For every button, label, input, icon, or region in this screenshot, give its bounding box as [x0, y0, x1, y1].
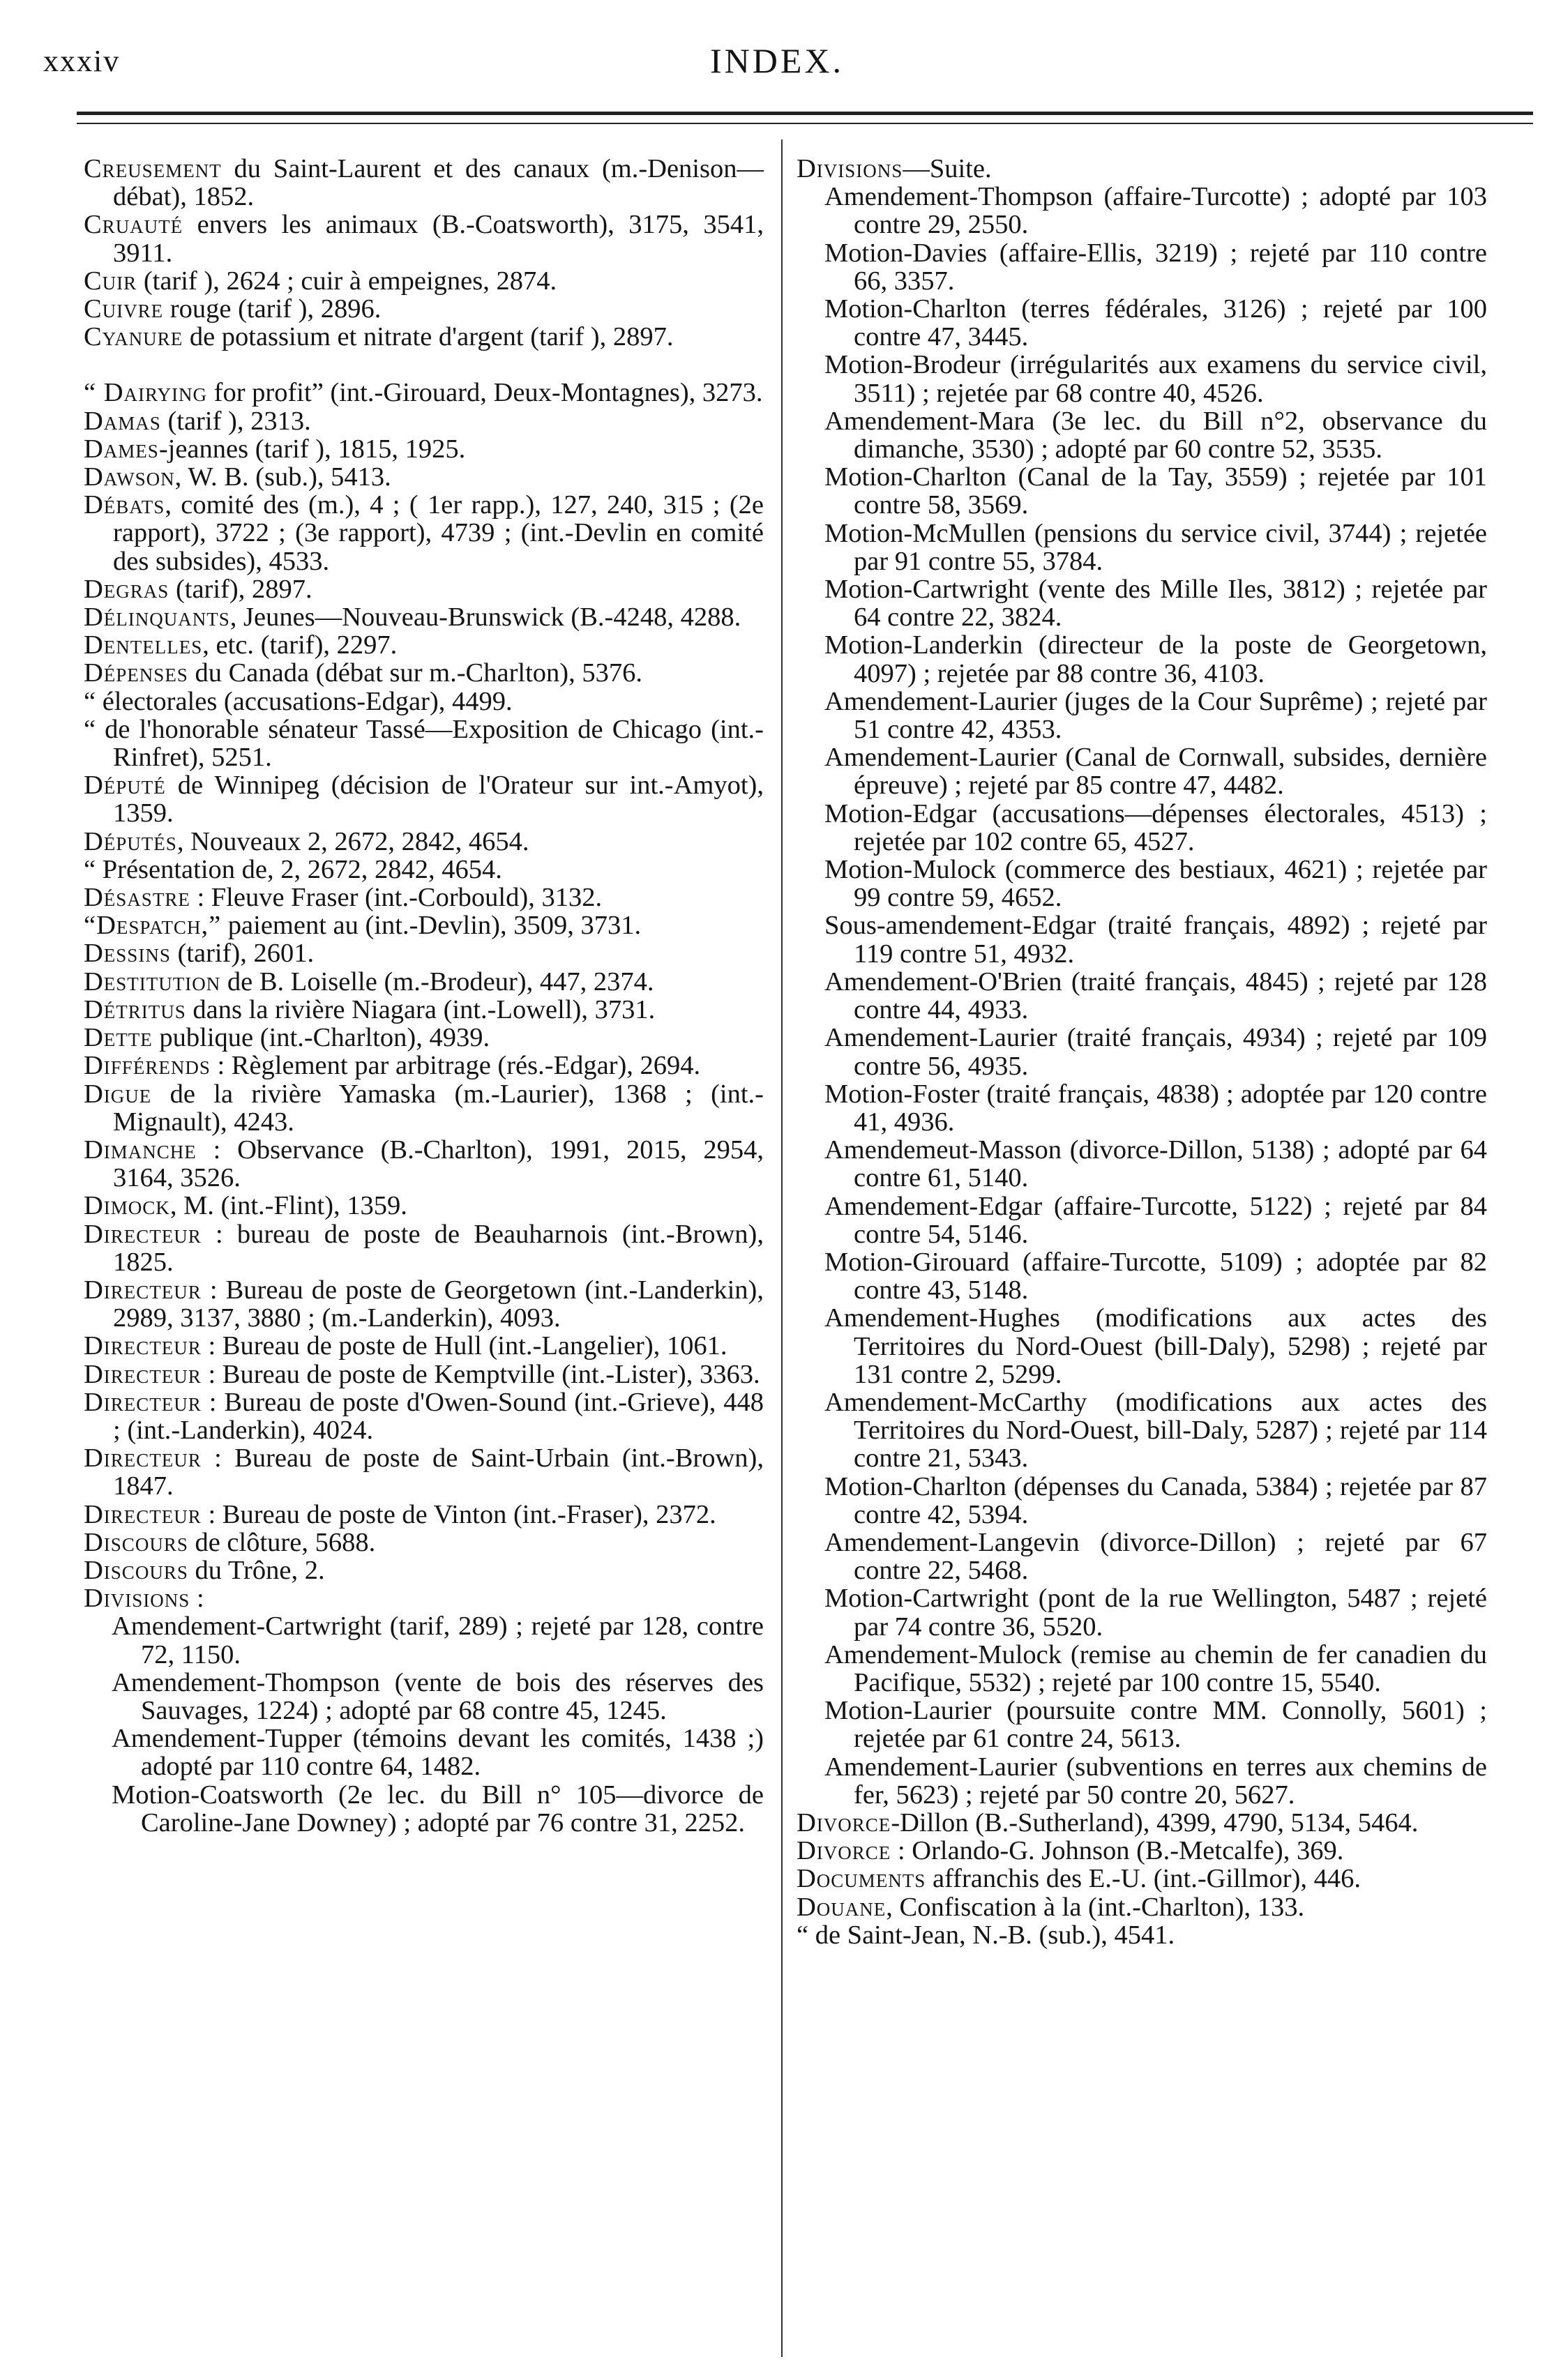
entry-text: Amendement-Thompson (affaire-Turcotte) ; adopté par 103 contre 29, 2550. [824, 182, 1487, 240]
entry-text: : bureau de poste de Beauharnois (int.-Brown), 1825. [113, 1219, 764, 1277]
entry-text: (tarif), 2897. [169, 574, 312, 604]
index-subentry [797, 1697, 1487, 1752]
entry-text: : Bureau de poste d'Owen-Sound (int.-Grieve), 448 ; (int.-Landerkin), 4024. [113, 1387, 764, 1445]
index-entry [84, 1080, 764, 1136]
entry-text: Motion-Cartwright (vente des Mille Iles, 3812) ; rejetée par 64 contre 22, 3824. [824, 575, 1487, 632]
entry-keyword: Damas [84, 406, 161, 436]
index-subentry [797, 1529, 1487, 1584]
entry-text: for profit” (int.-Girouard, Deux-Montagnes), 3273. [207, 378, 763, 408]
entry-text: Amendement-Laurier (Canal de Cornwall, subsides, dernière épreuve) ; rejeté par 85 contre 47, 4482. [824, 743, 1487, 801]
entry-text: Motion-Foster (traité français, 4838) ; adoptée par 120 contre 41, 4936. [824, 1079, 1487, 1137]
index-entry [84, 491, 764, 575]
entry-keyword: Dentelles [84, 630, 203, 660]
entry-text: paiement au (int.-Devlin), 3509, 3731. [221, 911, 642, 941]
index-subentry [797, 1388, 1487, 1473]
entry-text: Amendement-O'Brien (traité français, 4845) ; rejeté par 128 contre 44, 4933. [824, 967, 1487, 1025]
entry-text: Motion-Charlton (terres fédérales, 3126) ; rejeté par 100 contre 47, 3445. [824, 294, 1487, 352]
index-subentry [797, 351, 1487, 407]
entry-text: Amendement-Tupper (témoins devant les comités, 1438 ;) adopté par 110 contre 64, 1482. [112, 1724, 764, 1782]
index-subentry [797, 631, 1487, 687]
entry-keyword: Directeur [84, 1219, 202, 1249]
entry-keyword: Cyanure [84, 322, 183, 352]
entry-keyword: Cuir [84, 266, 137, 296]
index-entry [84, 1052, 764, 1079]
entry-text: : Fleuve Fraser (int.-Corbould), 3132. [190, 883, 603, 913]
entry-keyword: Directeur [84, 1499, 202, 1529]
index-entry [84, 659, 764, 687]
index-entry [84, 575, 764, 603]
entry-keyword: Différends [84, 1051, 211, 1081]
index-column-left [84, 155, 764, 1837]
index-entry [84, 828, 764, 856]
index-subentry [797, 239, 1487, 295]
entry-text: Motion-Brodeur (irrégularités aux examens du service civil, 3511) ; rejetée par 68 contre 40, 4526. [824, 350, 1487, 408]
entry-keyword: Dessins [84, 939, 171, 969]
entry-text: , etc. (tarif), 2297. [202, 630, 398, 660]
index-subentry [797, 800, 1487, 856]
index-entry [84, 1444, 764, 1500]
index-entry [84, 295, 764, 323]
index-subentry [797, 407, 1487, 463]
entry-keyword: Discours [84, 1527, 188, 1557]
entry-text: de la rivière Yamaska (m.-Laurier), 1368 ; (int.-Mignault), 4243. [113, 1079, 764, 1137]
entry-text: Amendement-Laurier (juges de la Cour Suprême) ; rejeté par 51 contre 42, 4353. [824, 686, 1487, 745]
entry-text: “ de Saint-Jean, N.-B. (sub.), 4541. [797, 1920, 1175, 1950]
index-subentry [797, 295, 1487, 351]
entry-text: : Règlement par arbitrage (rés.-Edgar), 2694. [210, 1051, 701, 1081]
index-subentry [797, 520, 1487, 575]
entry-keyword: Destitution [84, 967, 221, 996]
entry-keyword: Directeur [84, 1387, 202, 1417]
index-entry [84, 996, 764, 1024]
entry-text: de B. Loiselle (m.-Brodeur), 447, 2374. [220, 967, 654, 996]
index-subentry [84, 1725, 764, 1780]
entry-text: , W. B. (sub.), 5413. [174, 462, 391, 492]
entry-text: , Nouveaux 2, 2672, 2842, 4654. [176, 826, 529, 856]
index-entry [84, 631, 764, 659]
entry-text: dans la rivière Niagara (int.-Lowell), 3731. [186, 994, 656, 1024]
entry-text: Motion-Mulock (commerce des bestiaux, 4621) ; rejetée par 99 contre 59, 4652. [824, 855, 1487, 913]
index-entry [84, 211, 764, 266]
entry-keyword: Détritus [84, 994, 186, 1024]
entry-text: Amendement-McCarthy (modifications aux actes des Territoires du Nord-Ouest, bill-Daly, 5287) ; rejeté par 114 contre 21, 5343. [824, 1387, 1487, 1473]
index-entry [84, 463, 764, 491]
index-subentry [797, 1248, 1487, 1304]
index-entry [84, 1388, 764, 1444]
entry-text: , Confiscation à la (int.-Charlton), 133. [886, 1892, 1305, 1922]
index-entry [84, 688, 764, 715]
index-entry [84, 715, 764, 771]
entry-text: Motion-Laurier (poursuite contre MM. Connolly, 5601) ; rejetée par 61 contre 24, 5613. [824, 1696, 1487, 1754]
entry-keyword: Discours [84, 1555, 188, 1585]
entry-keyword: Divisions [84, 1584, 190, 1614]
entry-keyword: Directeur [84, 1331, 202, 1361]
entry-keyword: Divorce [797, 1836, 891, 1866]
entry-keyword: Documents [797, 1864, 926, 1894]
entry-text: : Orlando-G. Johnson (B.-Metcalfe), 369. [891, 1836, 1344, 1866]
entry-text: “ électorales (accusations-Edgar), 4499. [84, 686, 513, 716]
entry-text: Amendement-Mara (3e lec. du Bill n°2, observance du dimanche, 3530) ; adopté par 60 contre 52, 3535. [824, 406, 1487, 464]
index-entry [84, 1332, 764, 1360]
page-header [0, 0, 1554, 105]
index-subentry [797, 743, 1487, 799]
index-subentry [797, 183, 1487, 238]
header-rule-thick [77, 112, 1533, 115]
entry-keyword: Dimock [84, 1191, 170, 1221]
header-rule-thin [77, 123, 1533, 124]
entry-keyword: Désastre [84, 883, 190, 913]
entry-text: -jeannes (tarif ), 1815, 1925. [158, 434, 466, 464]
index-subentry [84, 1612, 764, 1668]
entry-text: envers les animaux (B.-Coatsworth), 3175, 3541, 3911. [113, 210, 764, 268]
entry-keyword: Député [84, 771, 166, 801]
entry-text: : [190, 1584, 204, 1614]
entry-keyword: Dawson [84, 462, 175, 492]
entry-text: Amendemeut-Masson (divorce-Dillon, 5138) ; adopté par 64 contre 61, 5140. [824, 1135, 1487, 1193]
entry-text: Amendement-Laurier (subventions en terres aux chemins de fer, 5623) ; rejeté par 50 contre 20, 5627. [824, 1752, 1487, 1810]
index-column-right [797, 155, 1487, 1949]
entry-keyword: Degras [84, 574, 169, 604]
entry-keyword: Dépenses [84, 658, 188, 688]
index-entry [797, 1921, 1487, 1949]
index-entry [797, 1809, 1487, 1837]
entry-text: , comité des (m.), 4 ; ( 1er rapp.), 127, 240, 315 ; (2e rapport), 3722 ; (3e rapport), 4739 ; (int.-Devlin en comité des subsides), 4533. [113, 490, 764, 576]
index-entry [84, 1501, 764, 1529]
entry-text: Amendement-Thompson (vente de bois des réserves des Sauvages, 1224) ; adopté par 68 contre 45, 1245. [112, 1667, 764, 1725]
entry-text: —Suite. [903, 154, 992, 183]
entry-keyword: Cuivre [84, 294, 164, 324]
index-entry [797, 1837, 1487, 1865]
entry-text: Amendement-Langevin (divorce-Dillon) ; rejeté par 67 contre 22, 5468. [824, 1527, 1487, 1586]
index-entry [84, 968, 764, 996]
index-subentry [797, 1473, 1487, 1529]
entry-text: : Bureau de poste de Vinton (int.-Fraser), 2372. [201, 1499, 716, 1529]
index-entry [84, 1584, 764, 1612]
entry-text: du Canada (débat sur m.-Charlton), 5376. [188, 658, 642, 688]
entry-text: publique (int.-Charlton), 4939. [152, 1023, 490, 1053]
entry-text: du Saint-Laurent et des canaux (m.-Denison—débat), 1852. [113, 154, 764, 212]
entry-text: : Observance (B.-Charlton), 1991, 2015, 2954, 3164, 3526. [113, 1135, 764, 1193]
entry-keyword: “ Dairying [84, 378, 208, 408]
index-entry [84, 267, 764, 295]
index-entry [84, 939, 764, 967]
entry-keyword: Dimanche [84, 1135, 197, 1165]
entry-text: Amendement-Edgar (affaire-Turcotte, 5122) ; rejeté par 84 contre 54, 5146. [824, 1191, 1487, 1249]
index-subentry [797, 1024, 1487, 1079]
entry-text: (tarif), 2601. [170, 939, 315, 969]
index-subentry [84, 1669, 764, 1725]
entry-text: de potassium et nitrate d'argent (tarif ), 2897. [183, 322, 674, 352]
entry-text: “ de l'honorable sénateur Tassé—Exposition de Chicago (int.-Rinfret), 5251. [84, 714, 764, 773]
index-subentry [797, 463, 1487, 519]
entry-keyword: Creusement [84, 154, 222, 183]
index-subentry [797, 1192, 1487, 1248]
index-subentry [797, 1584, 1487, 1640]
index-entry [84, 407, 764, 435]
entry-text: : Bureau de poste de Saint-Urbain (int.-Brown), 1847. [113, 1443, 764, 1501]
entry-text: Motion-Edgar (accusations—dépenses électorales, 4513) ; rejetée par 102 contre 65, 4527. [824, 798, 1487, 856]
index-entry [84, 603, 764, 631]
entry-text: : Bureau de poste de Georgetown (int.-Landerkin), 2989, 3137, 3880 ; (m.-Landerkin), 4093. [113, 1275, 764, 1333]
index-entry [84, 1276, 764, 1332]
entry-keyword: Dames [84, 434, 159, 464]
entry-keyword: Divisions [797, 154, 903, 183]
index-entry [84, 911, 764, 939]
entry-text: Sous-amendement-Edgar (traité français, 4892) ; rejeté par 119 contre 51, 4932. [824, 911, 1487, 969]
index-subentry [797, 1080, 1487, 1136]
column-divider [781, 139, 783, 2357]
entry-keyword: Directeur [84, 1275, 202, 1305]
index-subentry [797, 575, 1487, 631]
index-entry [84, 771, 764, 827]
entry-keyword: “Despatch,” [84, 911, 222, 941]
entry-text: : Bureau de poste de Hull (int.-Langelier), 1061. [201, 1331, 727, 1361]
index-subentry [797, 688, 1487, 743]
entry-text: Amendement-Hughes (modifications aux actes des Territoires du Nord-Ouest (bill-Daly), 5298) ; rejeté par 131 contre 2, 5299. [824, 1303, 1487, 1389]
index-entry [84, 155, 764, 211]
entry-text: rouge (tarif ), 2896. [163, 294, 382, 324]
entry-keyword: Directeur [84, 1443, 202, 1473]
entry-keyword: Douane [797, 1892, 887, 1922]
entry-text: , M. (int.-Flint), 1359. [169, 1191, 407, 1221]
index-subentry [797, 856, 1487, 911]
entry-text: Amendement-Cartwright (tarif, 289) ; rejeté par 128, contre 72, 1150. [112, 1612, 764, 1669]
entry-text: , Jeunes—Nouveau-Brunswick (B.-4248, 4288. [229, 602, 741, 632]
index-entry [84, 1556, 764, 1584]
entry-keyword: Divorce [797, 1807, 891, 1837]
index-entry [84, 379, 764, 407]
index-entry [84, 1529, 764, 1556]
entry-text: Motion-Girouard (affaire-Turcotte, 5109) ; adoptée par 82 contre 43, 5148. [824, 1247, 1487, 1305]
index-entry [797, 1865, 1487, 1893]
entry-text: affranchis des E.-U. (int.-Gillmor), 446. [926, 1864, 1361, 1894]
index-subentry [797, 911, 1487, 967]
index-entry [84, 435, 764, 463]
entry-keyword: Débats [84, 490, 165, 520]
entry-text: du Trône, 2. [188, 1555, 325, 1585]
index-entry [84, 1220, 764, 1276]
entry-keyword: Délinquants [84, 602, 230, 632]
entry-text: Motion-Coatsworth (2e lec. du Bill n° 105—divorce de Caroline-Jane Downey) ; adopté par 76 contre 31, 2252. [112, 1780, 764, 1837]
entry-keyword: Cruauté [84, 210, 183, 240]
entry-keyword: Directeur [84, 1359, 202, 1389]
entry-text: Motion-Charlton (dépenses du Canada, 5384) ; rejetée par 87 contre 42, 5394. [824, 1471, 1487, 1529]
entry-text: “ Présentation de, 2, 2672, 2842, 4654. [84, 854, 502, 884]
entry-text: -Dillon (B.-Sutherland), 4399, 4790, 5134, 5464. [891, 1807, 1419, 1837]
entry-keyword: Digue [84, 1079, 152, 1109]
index-entry [84, 1136, 764, 1192]
entry-text: : Bureau de poste de Kemptville (int.-Lister), 3363. [201, 1359, 760, 1389]
index-subentry [797, 968, 1487, 1024]
index-entry [84, 856, 764, 884]
entry-text: Motion-Charlton (Canal de la Tay, 3559) ; rejetée par 101 contre 58, 3569. [824, 462, 1487, 520]
index-entry [797, 155, 1487, 183]
entry-text: Motion-Davies (affaire-Ellis, 3219) ; rejeté par 110 contre 66, 3357. [824, 238, 1487, 296]
index-entry [84, 1192, 764, 1220]
index-subentry [797, 1753, 1487, 1809]
index-subentry [797, 1641, 1487, 1697]
entry-text: (tarif ), 2624 ; cuir à empeignes, 2874. [137, 266, 557, 296]
entry-text: Motion-Cartwright (pont de la rue Wellington, 5487 ; rejeté par 74 contre 36, 5520. [824, 1584, 1487, 1642]
entry-text: de Winnipeg (décision de l'Orateur sur int.-Amyot), 1359. [113, 771, 764, 828]
index-subentry [797, 1304, 1487, 1388]
entry-text: Motion-McMullen (pensions du service civil, 3744) ; rejetée par 91 contre 55, 3784. [824, 518, 1487, 576]
entry-keyword: Députés [84, 826, 177, 856]
index-entry [84, 884, 764, 911]
entry-text: Amendement-Mulock (remise au chemin de fer canadien du Pacifique, 5532) ; rejeté par 100 contre 15, 5540. [824, 1639, 1487, 1697]
entry-text: Amendement-Laurier (traité français, 4934) ; rejeté par 109 contre 56, 4935. [824, 1023, 1487, 1081]
index-entry [84, 1360, 764, 1388]
page-number: xxxiv [43, 44, 121, 78]
entry-text: de clôture, 5688. [188, 1527, 376, 1557]
entry-text: Motion-Landerkin (directeur de la poste de Georgetown, 4097) ; rejetée par 88 contre 36, 4103. [824, 630, 1487, 688]
index-subentry [797, 1136, 1487, 1192]
page-title: INDEX. [709, 41, 845, 80]
entry-keyword: Dette [84, 1023, 153, 1053]
index-entry [84, 1024, 764, 1052]
index-entry [797, 1893, 1487, 1921]
index-entry [84, 323, 764, 351]
entry-text: (tarif ), 2313. [160, 406, 311, 436]
index-subentry [84, 1781, 764, 1837]
